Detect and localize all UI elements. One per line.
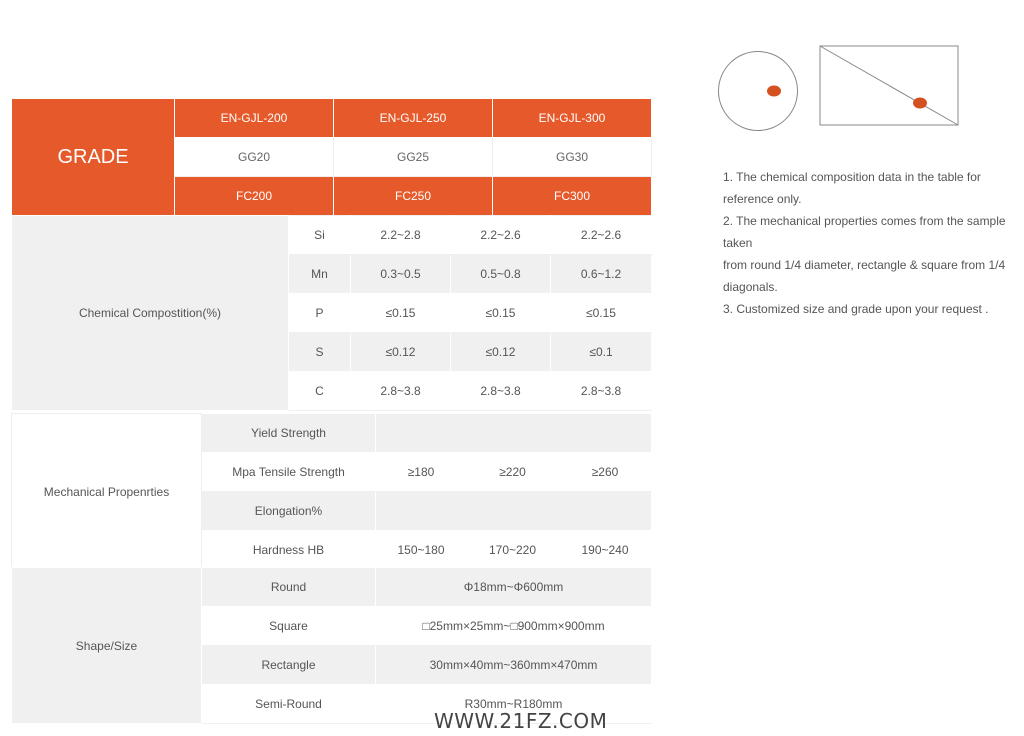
- table-cell: ≥220: [467, 453, 559, 492]
- property-hardness: Hardness HB: [202, 531, 376, 570]
- note-1: 1. The chemical composition data in the table for reference only.: [723, 170, 981, 206]
- table-cell: 190~240: [559, 531, 652, 570]
- table-cell: ≥260: [559, 453, 652, 492]
- note-3: 3. Customized size and grade upon your request .: [723, 302, 989, 316]
- table-cell: [376, 414, 652, 453]
- note-2: 2. The mechanical properties comes from the sample taken: [723, 214, 1006, 250]
- table-cell: ≤0.1: [551, 333, 652, 372]
- chemical-composition-table: [11, 215, 652, 411]
- property-yield-strength: Yield Strength: [202, 414, 376, 453]
- table-cell: ≤0.15: [451, 294, 551, 333]
- table-cell: □25mm×25mm~□900mm×900mm: [376, 607, 652, 646]
- en-grade-3: EN-GJL-300: [493, 99, 652, 138]
- element-s: S: [289, 333, 351, 372]
- shape-size-table: [11, 567, 652, 724]
- mechanical-properties-table: [11, 413, 652, 570]
- table-cell: [376, 492, 652, 531]
- table-cell: 2.8~3.8: [351, 372, 451, 411]
- table-cell: 2.8~3.8: [551, 372, 652, 411]
- shape-semi-round: Semi-Round: [202, 685, 376, 724]
- table-cell: 2.2~2.6: [551, 216, 652, 255]
- table-cell: R30mm~R180mm: [376, 685, 652, 724]
- sampling-diagram: [717, 44, 967, 136]
- property-tensile-strength: Mpa Tensile Strength: [202, 453, 376, 492]
- element-mn: Mn: [289, 255, 351, 294]
- table-cell: 150~180: [376, 531, 467, 570]
- table-cell: ≥180: [376, 453, 467, 492]
- notes: [723, 166, 1013, 320]
- watermark: WWW.21FZ.COM: [434, 709, 608, 733]
- table-cell: ≤0.15: [551, 294, 652, 333]
- table-cell: ≤0.15: [351, 294, 451, 333]
- grade-header-table: [11, 98, 652, 216]
- fc-grade-3: FC300: [493, 177, 652, 216]
- table-cell: ≤0.12: [451, 333, 551, 372]
- gg-grade-2: GG25: [334, 138, 493, 177]
- table-cell: 2.2~2.8: [351, 216, 451, 255]
- table-cell: ≤0.12: [351, 333, 451, 372]
- round-bar-outline: [719, 52, 798, 131]
- element-si: Si: [289, 216, 351, 255]
- gg-grade-3: GG30: [493, 138, 652, 177]
- element-c: C: [289, 372, 351, 411]
- shape-label: Shape/Size: [12, 568, 202, 724]
- chemical-label: Chemical Compostition(%): [12, 216, 289, 411]
- shape-rectangle: Rectangle: [202, 646, 376, 685]
- table-cell: 0.6~1.2: [551, 255, 652, 294]
- mechanical-label: Mechanical Propenrties: [12, 414, 202, 570]
- en-grade-2: EN-GJL-250: [334, 99, 493, 138]
- shape-round: Round: [202, 568, 376, 607]
- element-p: P: [289, 294, 351, 333]
- table-cell: 170~220: [467, 531, 559, 570]
- table-cell: 0.5~0.8: [451, 255, 551, 294]
- fc-grade-1: FC200: [175, 177, 334, 216]
- en-grade-1: EN-GJL-200: [175, 99, 334, 138]
- round-sample-point: [767, 86, 781, 97]
- fc-grade-2: FC250: [334, 177, 493, 216]
- table-cell: 30mm×40mm~360mm×470mm: [376, 646, 652, 685]
- table-cell: 2.8~3.8: [451, 372, 551, 411]
- table-cell: 2.2~2.6: [451, 216, 551, 255]
- table-cell: Φ18mm~Φ600mm: [376, 568, 652, 607]
- note-2-continued: from round 1/4 diameter, rectangle & square from 1/4 diagonals.: [723, 258, 1006, 294]
- table-cell: 0.3~0.5: [351, 255, 451, 294]
- gg-grade-1: GG20: [175, 138, 334, 177]
- rectangle-sample-point: [913, 98, 927, 109]
- property-elongation: Elongation%: [202, 492, 376, 531]
- grade-label: GRADE: [12, 99, 175, 216]
- shape-square: Square: [202, 607, 376, 646]
